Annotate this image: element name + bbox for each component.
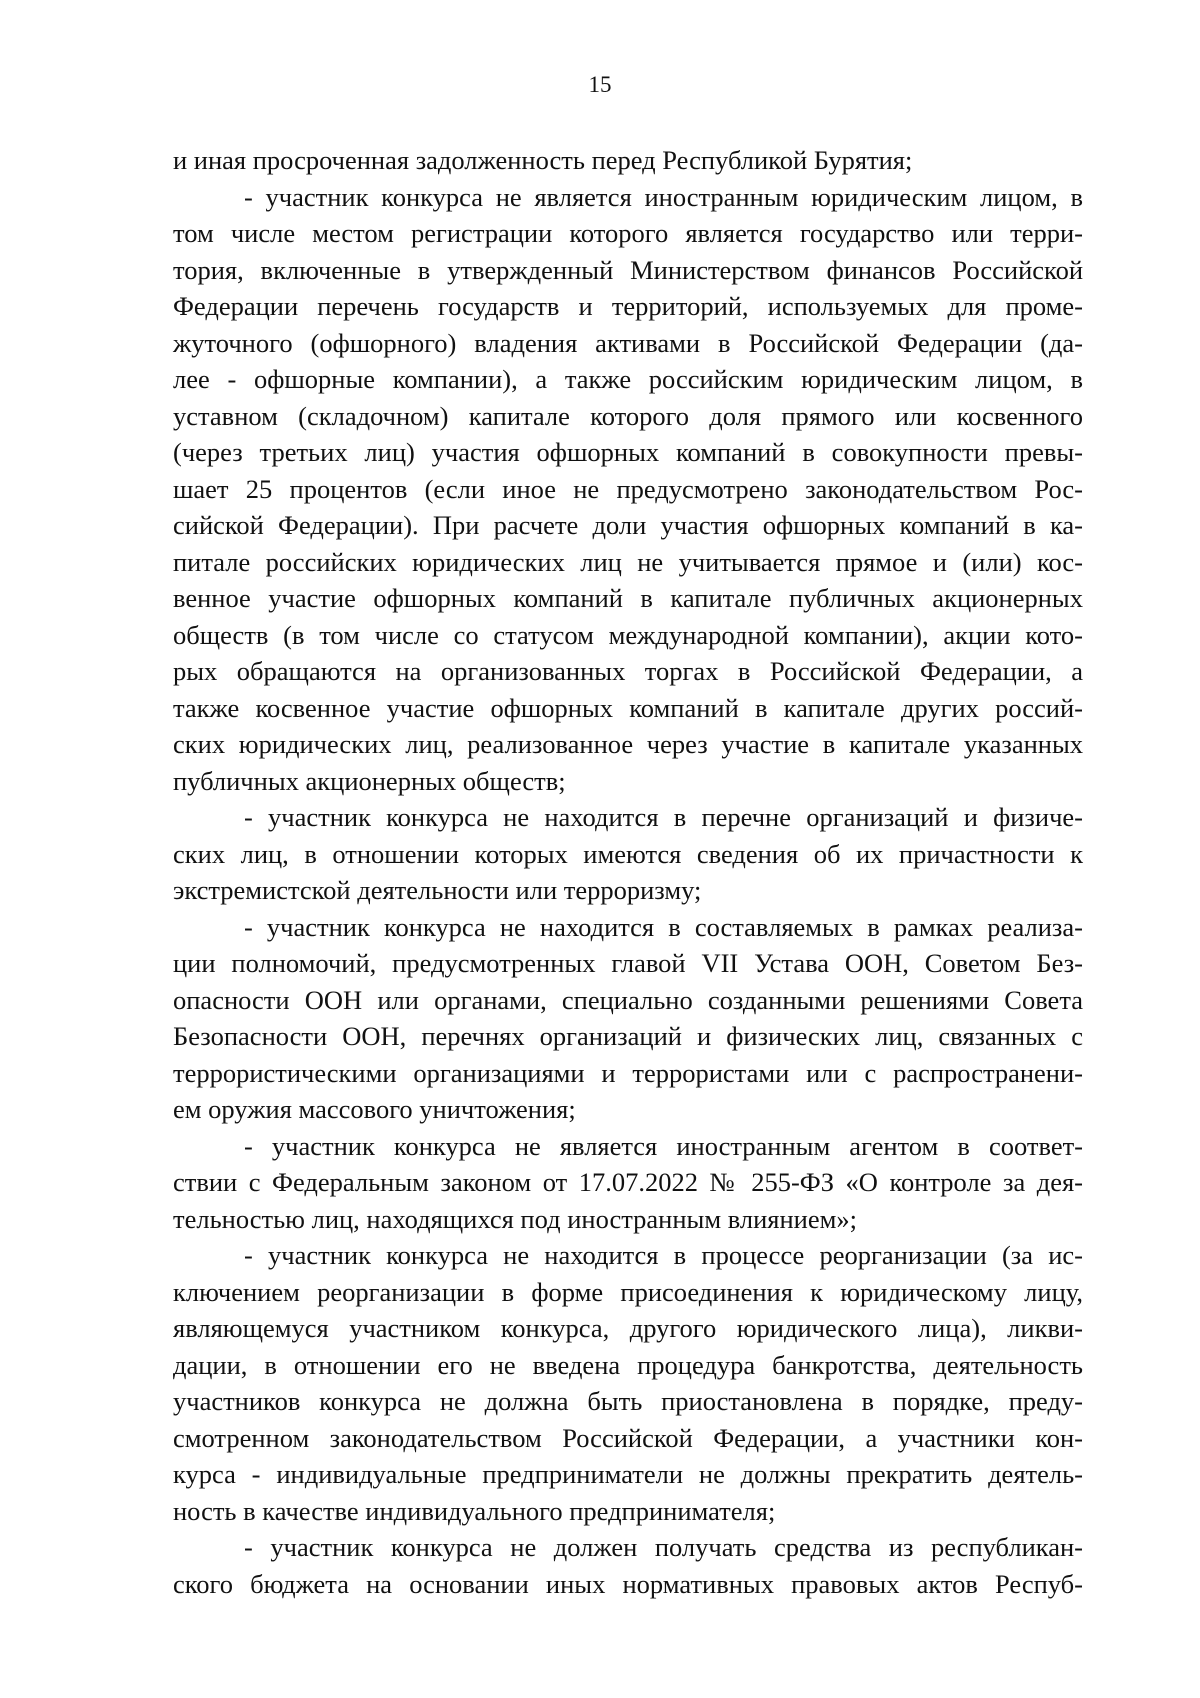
text-line: том числе местом регистрации которого является государство или терри- [173, 218, 1083, 248]
text-line: - участник конкурса не находится в процессе реорганизации (за ис- [244, 1240, 1083, 1270]
text-line: ских лиц, в отношении которых имеются сведения об их причастности к [173, 838, 1083, 869]
document-body [173, 142, 1083, 1602]
text-line: также косвенное участие офшорных компаний в капитале других россий- [173, 692, 1083, 723]
text-line: обществ (в том числе со статусом международной компании), акции кото- [173, 619, 1083, 650]
text-line: жуточного (офшорного) владения активами в Российской Федерации (да- [173, 327, 1083, 358]
text-line: являющемуся участником конкурса, другого юридического лица), ликви- [173, 1313, 1083, 1343]
text-line: публичных акционерных обществ; [173, 765, 566, 796]
text-line: экстремистской деятельности или терроризму; [173, 875, 702, 905]
paragraph [173, 1529, 1083, 1602]
text-line: уставном (складочном) капитале которого доля прямого или косвенного [173, 400, 1083, 431]
text-line: венное участие офшорных компаний в капитале публичных акционерных [173, 583, 1083, 613]
text-line: смотренном законодательством Российской Федерации, а участники кон- [173, 1422, 1083, 1453]
paragraph [173, 909, 1083, 1128]
text-line: ность в качестве индивидуального предпринимателя; [173, 1495, 776, 1526]
text-line: - участник конкурса не является иностранным агентом в соответ- [244, 1130, 1083, 1161]
text-line: ствии с Федеральным законом от 17.07.2022 № 255-ФЗ «О контроле за дея- [173, 1167, 1083, 1197]
text-line: тельностью лиц, находящихся под иностранным влиянием»; [173, 1203, 857, 1234]
paragraph [173, 142, 1083, 179]
text-line: - участник конкурса не является иностранным юридическим лицом, в [244, 181, 1083, 212]
text-line: ции полномочий, предусмотренных главой VII Устава ООН, Советом Без- [173, 948, 1083, 978]
text-line: Федерации перечень государств и территорий, используемых для проме- [173, 291, 1083, 321]
text-line: ключением реорганизации в форме присоединения к юридическому лицу, [173, 1276, 1083, 1307]
text-line: лее - офшорные компании), а также российским юридическим лицом, в [173, 364, 1083, 394]
text-line: - участник конкурса не находится в перечне организаций и физиче- [244, 802, 1083, 832]
paragraph [173, 179, 1083, 800]
paragraph [173, 1128, 1083, 1238]
text-line: - участник конкурса не находится в составляемых в рамках реализа- [244, 911, 1083, 942]
text-line: ского бюджета на основании иных нормативных правовых актов Респуб- [173, 1568, 1083, 1599]
text-line: шает 25 процентов (если иное не предусмотрено законодательством Рос- [173, 473, 1083, 504]
text-line: тория, включенные в утвержденный Министерством финансов Российской [173, 254, 1083, 285]
text-line: дации, в отношении его не введена процедура банкротства, деятельность [173, 1349, 1083, 1380]
text-line: сийской Федерации). При расчете доли участия офшорных компаний в ка- [173, 510, 1083, 540]
text-line: террористическими организациями и террористами или с распространени- [173, 1057, 1083, 1088]
page-number: 15 [588, 72, 612, 97]
paragraph [173, 799, 1083, 909]
text-line: - участник конкурса не должен получать средства из республикан- [244, 1532, 1083, 1562]
text-line: опасности ООН или органами, специально созданными решениями Совета [173, 984, 1083, 1015]
text-line: участников конкурса не должна быть приостановлена в порядке, преду- [173, 1386, 1083, 1416]
text-line: курса - индивидуальные предприниматели не должны прекратить деятель- [173, 1459, 1083, 1489]
text-line: (через третьих лиц) участия офшорных компаний в совокупности превы- [173, 437, 1083, 467]
text-line: питале российских юридических лиц не учитывается прямое и (или) кос- [173, 546, 1083, 577]
text-line: Безопасности ООН, перечнях организаций и физических лиц, связанных с [173, 1021, 1083, 1051]
text-line: и иная просроченная задолженность перед Республикой Бурятия; [173, 145, 913, 175]
text-line: ских юридических лиц, реализованное через участие в капитале указанных [173, 729, 1083, 759]
paragraph [173, 1237, 1083, 1529]
text-line: ем оружия массового уничтожения; [173, 1094, 576, 1124]
text-line: рых обращаются на организованных торгах в Российской Федерации, а [173, 656, 1083, 686]
